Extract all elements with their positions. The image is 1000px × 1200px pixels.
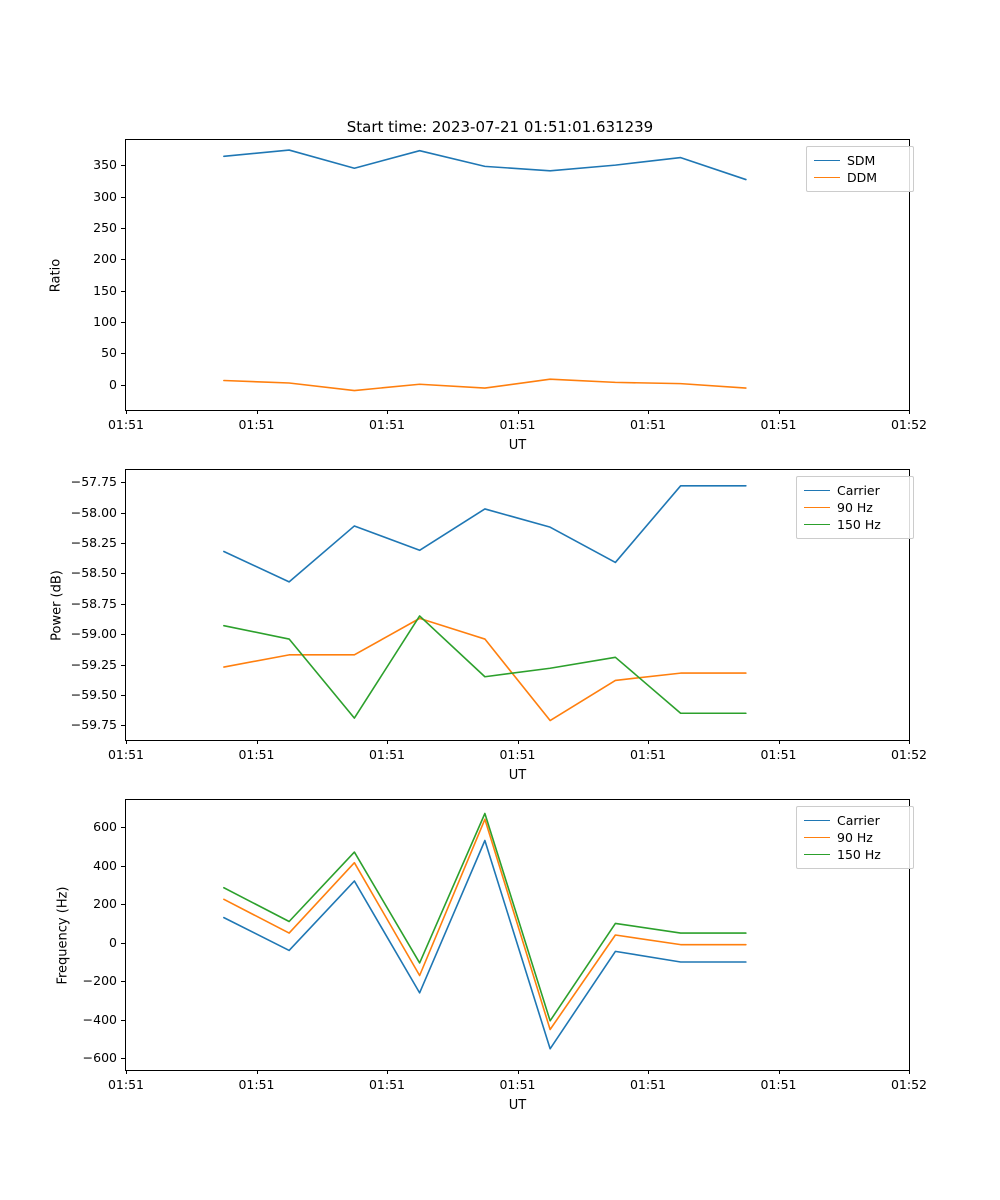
legend-item[interactable] xyxy=(814,152,906,169)
series-line-ddm xyxy=(224,379,746,390)
series-line-150-hz xyxy=(224,616,746,718)
page-title: Start time: 2023-07-21 01:51:01.631239 xyxy=(346,118,654,136)
x-tick-label: 01:51 xyxy=(107,1077,145,1092)
y-axis-label-power: Power (dB) xyxy=(49,570,65,641)
y-tick-label: −59.75 xyxy=(70,717,117,733)
legend-swatch-icon xyxy=(814,177,840,178)
x-tick-mark xyxy=(648,410,649,414)
y-tick-label: −200 xyxy=(82,973,117,989)
legend-item[interactable] xyxy=(804,516,906,533)
y-tick-mark xyxy=(121,866,125,867)
legend-label: SDM xyxy=(847,153,876,168)
y-tick-label: −58.50 xyxy=(70,565,117,581)
x-axis-label-ut-3: UT xyxy=(508,1098,527,1113)
x-tick-label: 01:51 xyxy=(629,747,667,762)
x-tick-label: 01:51 xyxy=(629,1077,667,1092)
y-tick-mark xyxy=(121,228,125,229)
x-axis-label-ut-2: UT xyxy=(508,768,527,783)
x-tick-label: 01:51 xyxy=(368,417,406,432)
series-line-90-hz xyxy=(224,618,746,720)
y-tick-label: −58.75 xyxy=(70,595,117,611)
axes-power xyxy=(125,469,910,741)
x-tick-label: 01:51 xyxy=(499,1077,536,1092)
axes-frequency xyxy=(125,799,910,1071)
y-tick-label: 600 xyxy=(93,819,117,834)
y-tick-label: 350 xyxy=(93,157,117,173)
y-tick-label: −59.25 xyxy=(70,656,117,672)
x-tick-mark xyxy=(126,1070,127,1074)
y-tick-label: −600 xyxy=(82,1050,117,1066)
panel-power xyxy=(0,450,1000,790)
legend-swatch-icon xyxy=(804,490,830,491)
x-tick-label: 01:51 xyxy=(107,417,145,432)
x-tick-mark xyxy=(518,410,519,414)
y-tick-mark xyxy=(121,634,125,635)
x-tick-label: 01:51 xyxy=(238,1077,275,1092)
y-tick-mark xyxy=(121,322,125,323)
legend-item[interactable] xyxy=(804,846,906,863)
y-tick-mark xyxy=(121,353,125,354)
x-axis-label-ut-1: UT xyxy=(508,438,527,453)
y-tick-mark xyxy=(121,827,125,828)
legend-label: 150 Hz xyxy=(837,847,881,862)
y-tick-label: −58.25 xyxy=(70,534,117,550)
legend-swatch-icon xyxy=(804,507,830,508)
x-tick-mark xyxy=(648,740,649,744)
y-axis-label-ratio: Ratio xyxy=(48,258,64,293)
plot-area-ratio xyxy=(126,140,909,410)
legend-item[interactable] xyxy=(804,499,906,516)
legend-panel-power[interactable] xyxy=(796,476,914,539)
y-tick-mark xyxy=(121,259,125,260)
series-line-carrier xyxy=(224,486,746,582)
legend-swatch-icon xyxy=(804,837,830,838)
x-tick-label: 01:51 xyxy=(499,747,536,762)
x-tick-label: 01:51 xyxy=(760,417,797,432)
x-tick-mark xyxy=(518,1070,519,1074)
x-tick-mark xyxy=(909,740,910,744)
y-tick-mark xyxy=(121,482,125,483)
y-tick-label: 150 xyxy=(93,282,117,298)
x-tick-label: 01:52 xyxy=(890,417,928,432)
x-tick-mark xyxy=(648,1070,649,1074)
y-tick-label: 200 xyxy=(93,251,117,267)
x-tick-mark xyxy=(518,740,519,744)
y-tick-label: 200 xyxy=(93,896,117,912)
y-tick-mark xyxy=(121,165,125,166)
x-tick-mark xyxy=(257,410,258,414)
series-line-carrier xyxy=(224,841,746,1049)
x-tick-mark xyxy=(779,1070,780,1074)
y-tick-mark xyxy=(121,197,125,198)
y-tick-label: −57.75 xyxy=(70,474,117,490)
x-tick-label: 01:51 xyxy=(629,417,667,432)
legend-swatch-icon xyxy=(804,820,830,821)
x-tick-mark xyxy=(126,740,127,744)
y-tick-label: 0 xyxy=(109,934,117,950)
x-tick-mark xyxy=(387,410,388,414)
legend-swatch-icon xyxy=(814,160,840,161)
y-tick-label: 50 xyxy=(101,345,117,361)
legend-swatch-icon xyxy=(804,524,830,525)
plot-area-power xyxy=(126,470,909,740)
x-tick-label: 01:51 xyxy=(238,417,275,432)
y-tick-label: 100 xyxy=(93,314,117,330)
y-tick-mark xyxy=(121,291,125,292)
x-tick-label: 01:52 xyxy=(890,1077,928,1092)
x-tick-mark xyxy=(126,410,127,414)
y-tick-label: 400 xyxy=(93,857,117,873)
x-tick-label: 01:51 xyxy=(760,1077,797,1092)
legend-item[interactable] xyxy=(804,812,906,829)
series-line-150-hz xyxy=(224,814,746,1021)
x-tick-label: 01:51 xyxy=(499,417,536,432)
legend-panel-ratio[interactable] xyxy=(806,146,914,192)
y-tick-label: −59.00 xyxy=(70,626,117,642)
x-tick-mark xyxy=(387,1070,388,1074)
x-tick-mark xyxy=(909,410,910,414)
legend-label: 90 Hz xyxy=(837,830,873,845)
panel-frequency xyxy=(0,790,1000,1130)
x-tick-mark xyxy=(257,1070,258,1074)
x-tick-mark xyxy=(779,410,780,414)
y-tick-mark xyxy=(121,543,125,544)
y-tick-mark xyxy=(121,943,125,944)
legend-label: DDM xyxy=(847,170,878,185)
legend-label: 150 Hz xyxy=(837,517,881,532)
legend-item[interactable] xyxy=(804,829,906,846)
y-tick-mark xyxy=(121,513,125,514)
y-tick-label: 300 xyxy=(93,188,117,204)
legend-label: Carrier xyxy=(837,813,880,828)
y-tick-mark xyxy=(121,725,125,726)
axes-ratio xyxy=(125,139,910,411)
y-tick-mark xyxy=(121,665,125,666)
legend-panel-frequency[interactable] xyxy=(796,806,914,869)
y-tick-label: −400 xyxy=(82,1011,117,1027)
x-tick-mark xyxy=(387,740,388,744)
x-tick-label: 01:51 xyxy=(107,747,145,762)
y-tick-mark xyxy=(121,1058,125,1059)
x-tick-label: 01:51 xyxy=(368,1077,406,1092)
x-tick-mark xyxy=(909,1070,910,1074)
x-tick-mark xyxy=(257,740,258,744)
x-tick-mark xyxy=(779,740,780,744)
panel-ratio xyxy=(0,0,1000,453)
y-tick-mark xyxy=(121,981,125,982)
y-tick-label: 0 xyxy=(109,376,117,392)
plot-area-frequency xyxy=(126,800,909,1070)
legend-label: Carrier xyxy=(837,483,880,498)
series-line-90-hz xyxy=(224,819,746,1029)
legend-swatch-icon xyxy=(804,854,830,855)
y-tick-label: −59.50 xyxy=(70,687,117,702)
y-tick-mark xyxy=(121,695,125,696)
x-tick-label: 01:51 xyxy=(760,747,797,762)
series-line-sdm xyxy=(224,150,746,180)
y-axis-label-frequency: Frequency (Hz) xyxy=(55,886,71,985)
y-tick-mark xyxy=(121,904,125,905)
x-tick-label: 01:51 xyxy=(368,747,406,762)
x-tick-label: 01:51 xyxy=(238,747,275,762)
y-tick-label: −58.00 xyxy=(70,504,117,520)
y-tick-label: 250 xyxy=(93,219,117,235)
y-tick-mark xyxy=(121,1020,125,1021)
legend-item[interactable] xyxy=(814,169,906,186)
y-tick-mark xyxy=(121,385,125,386)
x-tick-label: 01:52 xyxy=(890,747,928,762)
y-tick-mark xyxy=(121,604,125,605)
y-tick-mark xyxy=(121,573,125,574)
legend-label: 90 Hz xyxy=(837,500,873,515)
legend-item[interactable] xyxy=(804,482,906,499)
